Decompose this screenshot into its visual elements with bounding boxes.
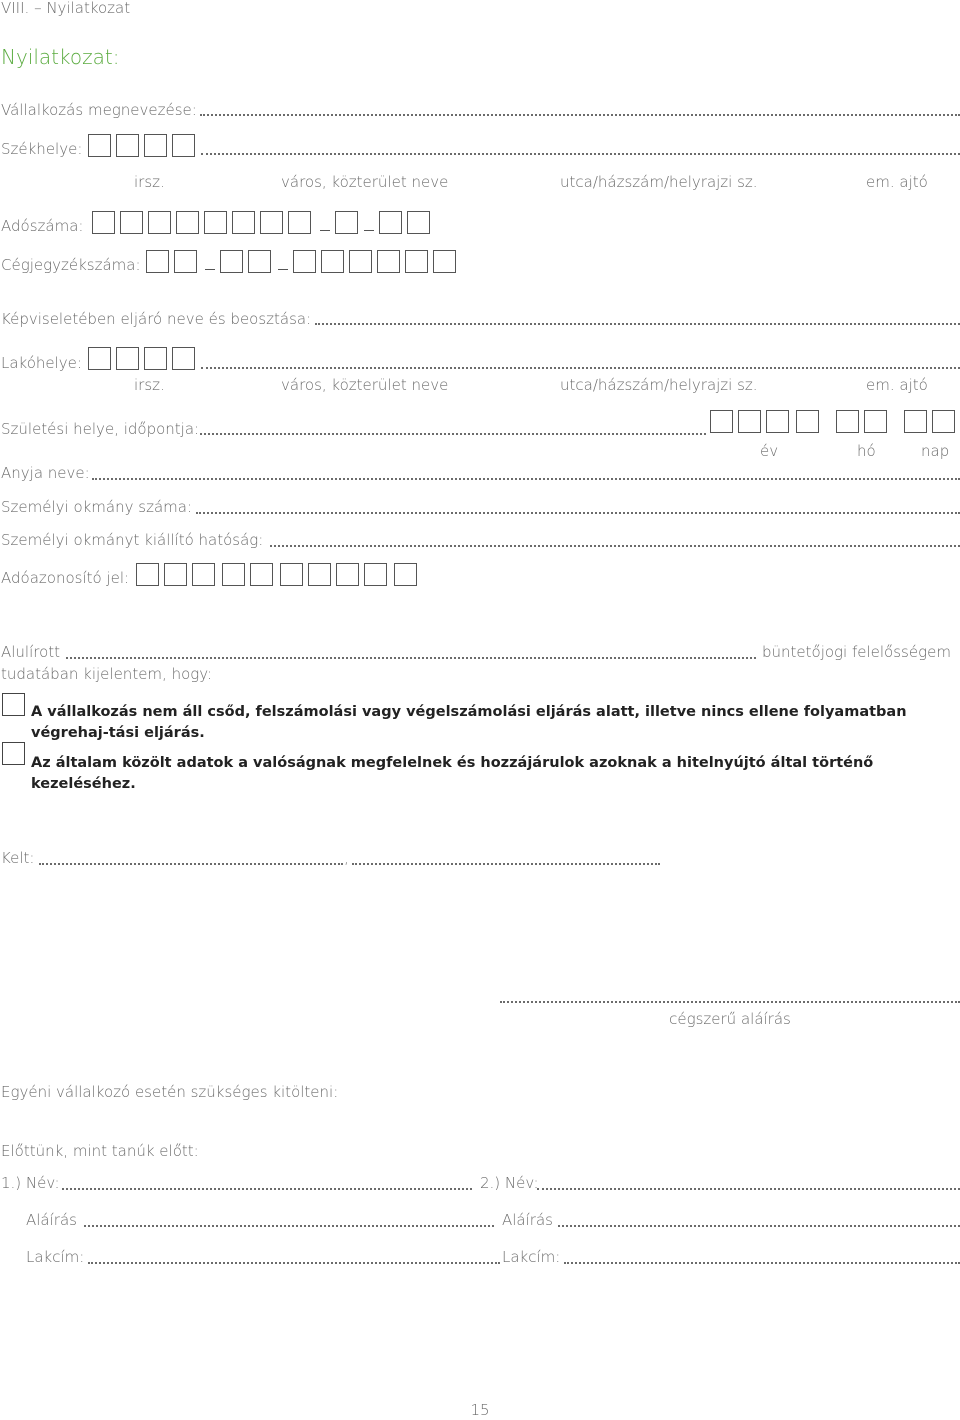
dash-separator	[320, 230, 330, 231]
statement-1-text: A vállalkozás nem áll csőd, felszámolási vagy végelszámolási eljárás alatt, illetve nincs ellene folyamatban végrehaj-tási eljárás.	[31, 704, 907, 741]
witness-2-sign-label: Aláírás	[502, 1211, 553, 1229]
tax-number-box[interactable]	[148, 211, 171, 234]
seat-floor-caption: em. ajtó	[866, 173, 928, 191]
dated-comma: ,	[344, 849, 349, 867]
registry-number-box[interactable]	[433, 250, 456, 273]
tax-number-box[interactable]	[92, 211, 115, 234]
witness-2-address-field[interactable]	[564, 1262, 960, 1264]
birth-day-box[interactable]	[932, 410, 955, 433]
id-authority-label: Személyi okmányt kiállító hatóság:	[1, 531, 264, 549]
seat-zip-box[interactable]	[116, 134, 139, 157]
tax-id-box[interactable]	[364, 563, 387, 586]
seat-address-field[interactable]	[201, 153, 960, 155]
registry-number-box[interactable]	[321, 250, 344, 273]
statement-2-text: Az általam közölt adatok a valóságnak megfelelnek és hozzájárulok azoknak a hitelnyújtó által történő kezeléséhez.	[31, 755, 874, 792]
birth-day-box[interactable]	[904, 410, 927, 433]
witness-1-sign-label: Aláírás	[26, 1211, 77, 1229]
page-number: 15	[470, 1401, 490, 1419]
dash-separator	[364, 230, 374, 231]
residence-label: Lakóhelye:	[1, 354, 82, 372]
registry-number-box[interactable]	[174, 250, 197, 273]
registry-number-box[interactable]	[248, 250, 271, 273]
tax-number-box[interactable]	[232, 211, 255, 234]
witness-2-name-label: 2.) Név:	[480, 1174, 539, 1192]
witness-2-name-field[interactable]	[537, 1188, 960, 1190]
tax-id-box[interactable]	[136, 563, 159, 586]
tax-id-box[interactable]	[394, 563, 417, 586]
dash-separator	[278, 269, 288, 270]
tax-number-box[interactable]	[288, 211, 311, 234]
tax-number-box[interactable]	[407, 211, 430, 234]
tax-number-box[interactable]	[204, 211, 227, 234]
dated-place-field[interactable]	[39, 863, 343, 865]
id-authority-field[interactable]	[270, 545, 960, 547]
tax-number-box[interactable]	[176, 211, 199, 234]
undersigned-label: Alulírott	[1, 643, 61, 661]
tax-number-box[interactable]	[379, 211, 402, 234]
seat-zip-box[interactable]	[144, 134, 167, 157]
witness-1-name-label: 1.) Név:	[1, 1174, 60, 1192]
registry-number-box[interactable]	[405, 250, 428, 273]
individual-heading: Egyéni vállalkozó esetén szükséges kitölteni:	[1, 1083, 339, 1101]
tax-number-label: Adószáma:	[1, 217, 84, 235]
registry-number-box[interactable]	[293, 250, 316, 273]
seat-zip-caption: irsz.	[134, 173, 165, 191]
witness-1-address-label: Lakcím:	[26, 1248, 85, 1266]
residence-zip-box[interactable]	[116, 347, 139, 370]
day-caption: nap	[921, 442, 950, 460]
residence-city-caption: város, közterület neve	[281, 376, 449, 394]
birth-label: Születési helye, időpontja:	[1, 420, 200, 438]
dated-label: Kelt:	[1, 849, 35, 867]
id-number-label: Személyi okmány száma:	[1, 498, 193, 516]
tax-id-box[interactable]	[250, 563, 273, 586]
tax-id-box[interactable]	[164, 563, 187, 586]
signature-field[interactable]	[500, 1001, 960, 1003]
mother-name-field[interactable]	[92, 478, 960, 480]
id-number-field[interactable]	[196, 512, 960, 514]
tax-id-box[interactable]	[336, 563, 359, 586]
undersigned-name-field[interactable]	[66, 657, 756, 659]
undersigned-suffix: büntetőjogi felelősségem	[762, 643, 951, 661]
residence-street-caption: utca/házszám/helyrajzi sz.	[560, 376, 758, 394]
tax-number-box[interactable]	[335, 211, 358, 234]
witness-1-address-field[interactable]	[88, 1262, 500, 1264]
residence-zip-caption: irsz.	[134, 376, 165, 394]
tax-id-box[interactable]	[192, 563, 215, 586]
seat-street-caption: utca/házszám/helyrajzi sz.	[560, 173, 758, 191]
tax-id-box[interactable]	[308, 563, 331, 586]
registry-number-label: Cégjegyzékszáma:	[1, 256, 141, 274]
seat-label: Székhelye:	[1, 140, 83, 158]
section-header: VIII. – Nyilatkozat	[1, 0, 131, 17]
birth-place-field[interactable]	[200, 433, 706, 435]
tax-id-box[interactable]	[280, 563, 303, 586]
representative-name-field[interactable]	[315, 323, 960, 325]
residence-floor-caption: em. ajtó	[866, 376, 928, 394]
representative-name-label: Képviseletében eljáró neve és beosztása:	[1, 310, 312, 328]
residence-address-field[interactable]	[201, 367, 960, 369]
statement-2-checkbox[interactable]	[2, 742, 25, 765]
witness-2-address-label: Lakcím:	[502, 1248, 561, 1266]
seat-zip-box[interactable]	[172, 134, 195, 157]
residence-zip-box[interactable]	[144, 347, 167, 370]
year-caption: év	[760, 442, 779, 460]
seat-city-caption: város, közterület neve	[281, 173, 449, 191]
birth-year-box[interactable]	[710, 410, 733, 433]
dash-separator	[205, 269, 215, 270]
registry-number-box[interactable]	[220, 250, 243, 273]
statement-1-checkbox[interactable]	[2, 693, 25, 716]
tax-id-label: Adóazonosító jel:	[1, 569, 130, 587]
tax-id-box[interactable]	[222, 563, 245, 586]
tax-number-box[interactable]	[260, 211, 283, 234]
registry-number-box[interactable]	[377, 250, 400, 273]
registry-number-box[interactable]	[349, 250, 372, 273]
company-name-label: Vállalkozás megnevezése:	[1, 101, 197, 119]
witness-1-name-field[interactable]	[62, 1188, 472, 1190]
birth-month-box[interactable]	[864, 410, 887, 433]
signature-caption: cégszerű aláírás	[669, 1010, 791, 1028]
birth-year-box[interactable]	[796, 410, 819, 433]
mother-name-label: Anyja neve:	[1, 464, 90, 482]
birth-year-box[interactable]	[766, 410, 789, 433]
page-title: Nyilatkozat:	[1, 45, 120, 69]
birth-year-box[interactable]	[738, 410, 761, 433]
company-name-field[interactable]	[200, 114, 960, 116]
birth-month-box[interactable]	[836, 410, 859, 433]
residence-zip-box[interactable]	[88, 347, 111, 370]
month-caption: hó	[857, 442, 876, 460]
residence-zip-box[interactable]	[172, 347, 195, 370]
registry-number-box[interactable]	[146, 250, 169, 273]
tax-number-box[interactable]	[120, 211, 143, 234]
witness-2-sign-field[interactable]	[558, 1225, 960, 1227]
declaration-continuation: tudatában kijelentem, hogy:	[1, 665, 213, 683]
seat-zip-box[interactable]	[88, 134, 111, 157]
dated-date-field[interactable]	[352, 863, 660, 865]
witness-1-sign-field[interactable]	[84, 1225, 494, 1227]
witnesses-label: Előttünk, mint tanúk előtt:	[1, 1142, 199, 1160]
